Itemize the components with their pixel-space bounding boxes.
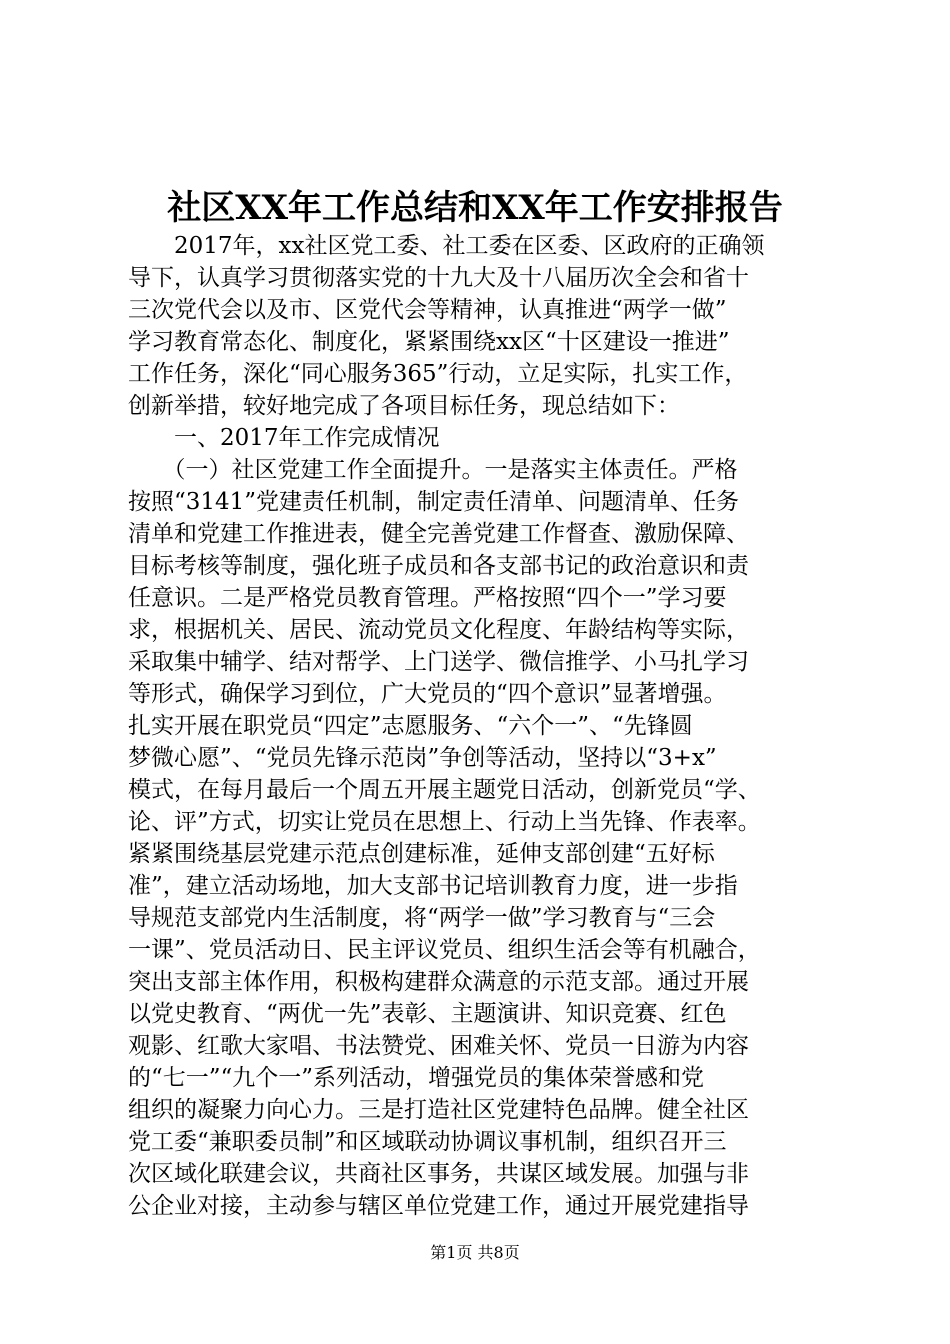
text-line: 以党史教育、“两优一先”表彰、主题演讲、知识竞赛、红色 bbox=[128, 1001, 727, 1027]
text-line: 等形式，确保学习到位，广大党员的“四个意识”显著增强。 bbox=[128, 681, 727, 707]
text-line: 模式，在每月最后一个周五开展主题党日活动，创新党员“学、 bbox=[128, 777, 761, 803]
text-line: 采取集中辅学、结对帮学、上门送学、微信推学、小马扎学习 bbox=[128, 649, 749, 675]
text-line: 工作任务，深化“同心服务365”行动，立足实际，扎实工作， bbox=[128, 361, 748, 387]
text-line: 导下，认真学习贯彻落实党的十九大及十八届历次全会和省十 bbox=[128, 265, 749, 291]
page-number-footer: 第1页 共8页 bbox=[430, 1243, 520, 1262]
text-line: 一课”、党员活动日、民主评议党员、组织生活会等有机融合， bbox=[128, 937, 761, 963]
text-line: 论、评”方式，切实让党员在思想上、行动上当先锋、作表率。 bbox=[128, 809, 761, 835]
text-line: 公企业对接，主动参与辖区单位党建工作，通过开展党建指导 bbox=[128, 1193, 749, 1219]
text-line: 求，根据机关、居民、流动党员文化程度、年龄结构等实际， bbox=[128, 617, 749, 643]
text-line: 2017年，xx社区党工委、社工委在区委、区政府的正确领 bbox=[128, 233, 765, 259]
document-title: 社区XX年工作总结和XX年工作安排报告 bbox=[167, 188, 783, 228]
text-line: 导规范支部党内生活制度，将“两学一做”学习教育与“三会 bbox=[128, 905, 716, 931]
document-body bbox=[128, 230, 828, 1222]
text-line: 三次党代会以及市、区党代会等精神，认真推进“两学一做” bbox=[128, 297, 727, 323]
text-line: 学习教育常态化、制度化，紧紧围绕xx区“十区建设一推进” bbox=[128, 329, 730, 355]
text-line: 准”，建立活动场地，加大支部书记培训教育力度，进一步指 bbox=[128, 873, 738, 899]
text-line: 观影、红歌大家唱、书法赞党、困难关怀、党员一日游为内容 bbox=[128, 1033, 749, 1059]
text-line: （一）社区党建工作全面提升。一是落实主体责任。严格 bbox=[128, 457, 738, 483]
text-line: 组织的凝聚力向心力。三是打造社区党建特色品牌。健全社区 bbox=[128, 1097, 749, 1123]
text-line: 按照“3141”党建责任机制，制定责任清单、问题清单、任务 bbox=[128, 489, 740, 515]
text-line: 次区域化联建会议，共商社区事务，共谋区域发展。加强与非 bbox=[128, 1161, 749, 1187]
text-line: 突出支部主体作用，积极构建群众满意的示范支部。通过开展 bbox=[128, 969, 749, 995]
text-line: 清单和党建工作推进表，健全完善党建工作督查、激励保障、 bbox=[128, 521, 749, 547]
text-line: 创新举措，较好地完成了各项目标任务，现总结如下： bbox=[128, 393, 680, 419]
text-line: 目标考核等制度，强化班子成员和各支部书记的政治意识和责 bbox=[128, 553, 749, 579]
text-line: 梦微心愿”、“党员先锋示范岗”争创等活动，坚持以“3+x” bbox=[128, 745, 717, 771]
section-heading: 一、2017年工作完成情况 bbox=[128, 425, 440, 451]
text-line: 任意识。二是严格党员教育管理。严格按照“四个一”学习要 bbox=[128, 585, 727, 611]
text-line: 扎实开展在职党员“四定”志愿服务、“六个一”、“先锋圆 bbox=[128, 713, 693, 739]
text-line: 紧紧围绕基层党建示范点创建标准，延伸支部创建“五好标 bbox=[128, 841, 715, 867]
text-line: 党工委“兼职委员制”和区域联动协调议事机制，组织召开三 bbox=[128, 1129, 727, 1155]
text-line: 的“七一”“九个一”系列活动，增强党员的集体荣誉感和党 bbox=[128, 1065, 705, 1091]
